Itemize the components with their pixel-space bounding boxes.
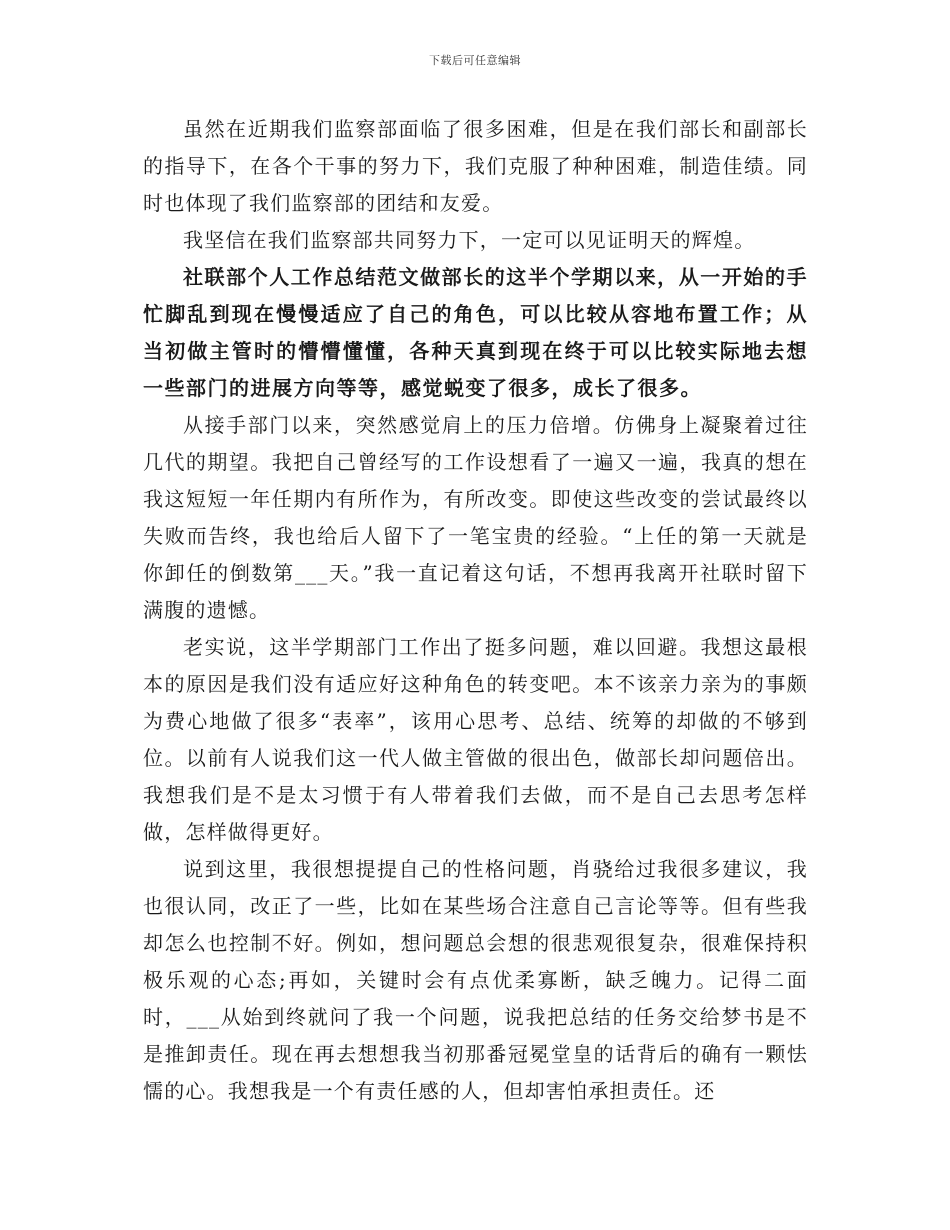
paragraph-4: 从接手部门以来，突然感觉肩上的压力倍增。仿佛身上凝聚着过往几代的期望。我把自己曾经写的工作设想看了一遍又一遍，我真的想在我这短短一年任期内有所作为，有所改变。即使这些改变的尝试最终以失败而告终，我也给后人留下了一笔宝贵的经验。“上任的第一天就是你卸任的倒数第___天。”我一直记着这句话，不想再我离开社联时留下满腹的遗憾。 bbox=[143, 413, 808, 622]
paragraph-1: 虽然在近期我们监察部面临了很多困难，但是在我们部长和副部长的指导下，在各个干事的努力下，我们克服了种种困难，制造佳绩。同时也体现了我们监察部的团结和友爱。 bbox=[143, 117, 808, 215]
page-header-note: 下载后可任意编辑 bbox=[429, 54, 521, 67]
paragraph-6: 说到这里，我很想提提自己的性格问题，肖骁给过我很多建议，我也很认同，改正了一些，比如在某些场合注意自己言论等等。但有些我却怎么也控制不好。例如，想问题总会想的很悲观很复杂，很难保持积极乐观的心态;再如，关键时会有点优柔寡断，缺乏魄力。记得二面时，___从始到终就问了我一个问题，说我把总结的任务交给梦书是不是推卸责任。现在再去想想我当初那番冠冕堂皇的话背后的确有一颗怯懦的心。我想我是一个有责任感的人，但却害怕承担责任。还 bbox=[143, 857, 808, 1103]
paragraph-5: 老实说，这半学期部门工作出了挺多问题，难以回避。我想这最根本的原因是我们没有适应好这种角色的转变吧。本不该亲力亲为的事颇为费心地做了很多“表率”，该用心思考、总结、统筹的却做的不够到位。以前有人说我们这一代人做主管做的很出色，做部长却问题倍出。我想我们是不是太习惯于有人带着我们去做，而不是自己去思考怎样做，怎样做得更好。 bbox=[143, 635, 808, 844]
paragraph-3-bold: 社联部个人工作总结范文做部长的这半个学期以来，从一开始的手忙脚乱到现在慢慢适应了自己的角色，可以比较从容地布置工作；从当初做主管时的懵懵懂懂，各种天真到现在终于可以比较实际地去想一些部门的进展方向等等，感觉蜕变了很多，成长了很多。 bbox=[143, 265, 808, 400]
paragraph-2: 我坚信在我们监察部共同努力下，一定可以见证明天的辉煌。 bbox=[183, 228, 756, 252]
document-body bbox=[143, 111, 808, 1110]
